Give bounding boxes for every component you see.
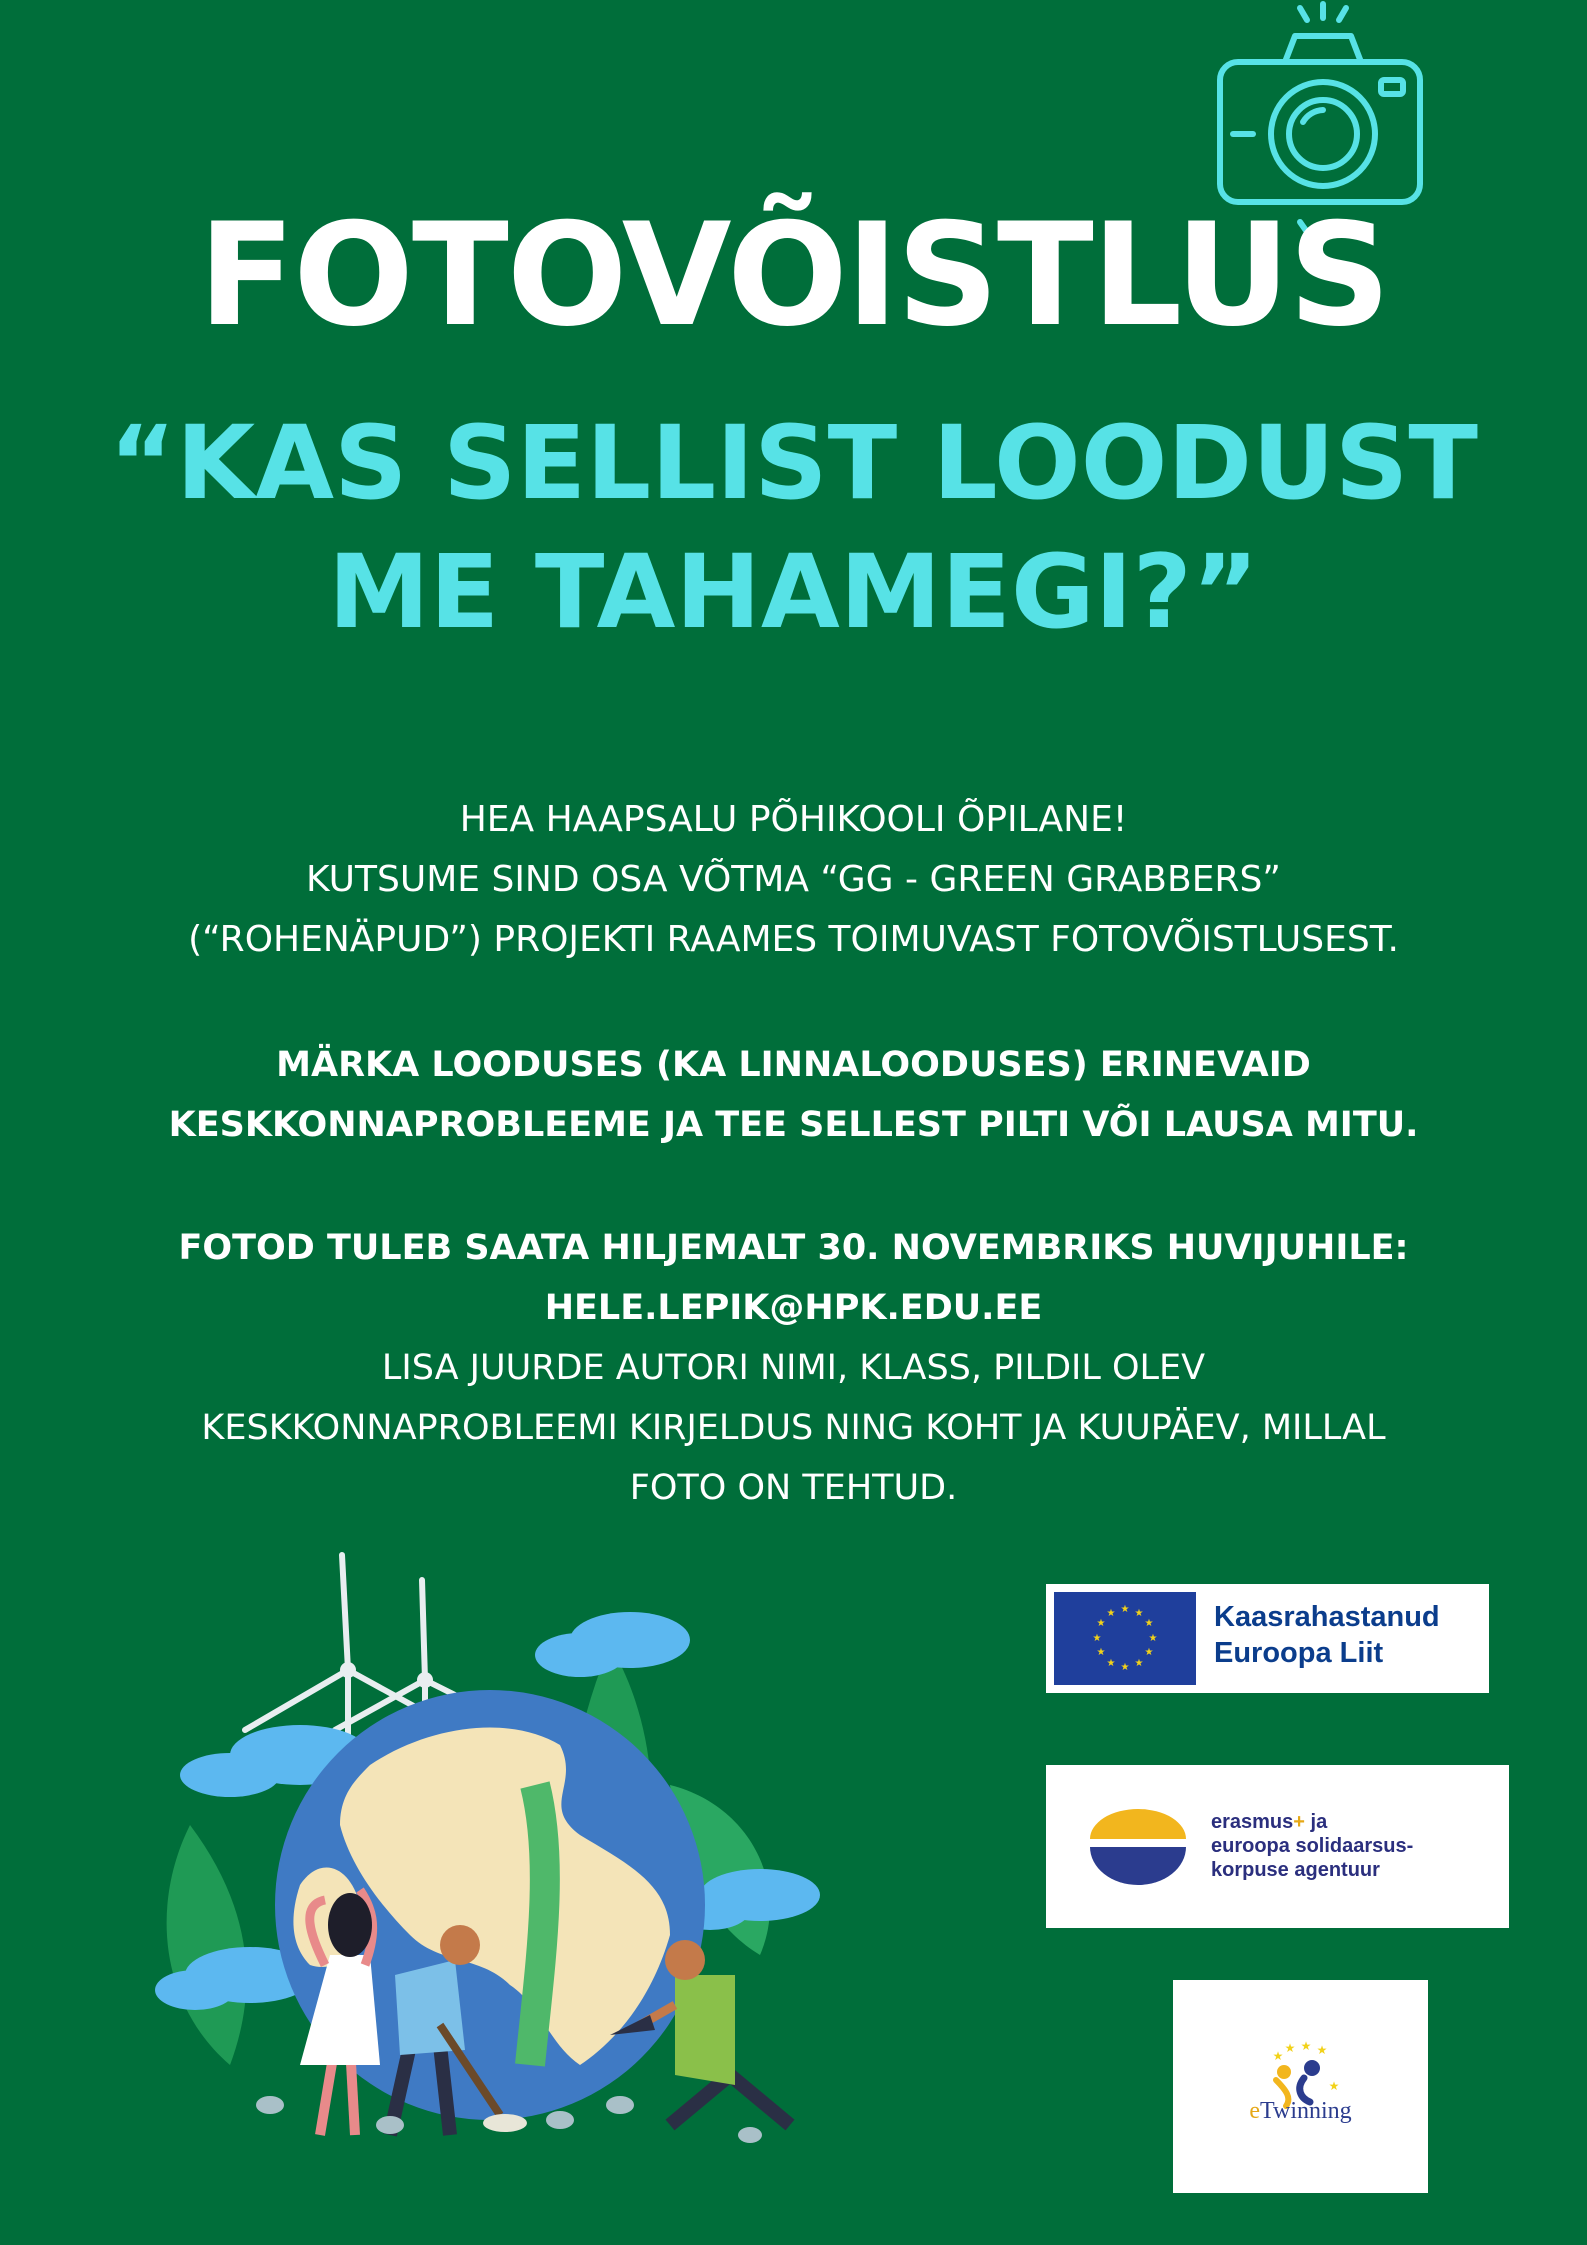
svg-text:★: ★ [1092,1633,1102,1644]
svg-text:★: ★ [1328,2079,1340,2093]
intro-line: HEA HAAPSALU PÕHIKOOLI ÕPILANE! [459,799,1128,840]
erasmus-word: erasmus [1211,1811,1294,1833]
svg-text:★: ★ [1144,1647,1154,1658]
svg-text:★: ★ [1120,1604,1130,1615]
svg-text:★: ★ [1316,2043,1328,2057]
svg-text:★: ★ [1106,1608,1116,1619]
svg-text:★: ★ [1300,2040,1312,2053]
svg-text:★: ★ [1284,2041,1296,2055]
etwinning-logo [1173,1980,1428,2193]
eu-funding-logo [1046,1584,1489,1693]
erasmus-logo-icon [1088,1807,1188,1887]
erasmus-logo-line: euroopa solidaarsus- [1211,1835,1414,1857]
task-line: MÄRKA LOODUSES (KA LINNALOODUSES) ERINEVAID [276,1045,1311,1085]
deadline-line: FOTOD TULEB SAATA HILJEMALT 30. NOVEMBRIKS HUVIJUHILE: [178,1228,1409,1268]
svg-text:★: ★ [1144,1618,1154,1629]
subtitle-line: “KAS SELLIST LOODUST [109,404,1478,523]
svg-text:★: ★ [1134,1658,1144,1669]
svg-text:★: ★ [1096,1618,1106,1629]
submission-line: LISA JUURDE AUTORI NIMI, KLASS, PILDIL OLEV [381,1348,1206,1388]
task-line: KESKKONNAPROBLEEME JA TEE SELLEST PILTI VÕI LAUSA MITU. [168,1105,1419,1145]
earth-illustration [110,1505,870,2145]
svg-text:★: ★ [1148,1633,1158,1644]
intro-line: (“ROHENÄPUD”) PROJEKTI RAAMES TOIMUVAST FOTOVÕISTLUSEST. [188,919,1399,960]
svg-text:★: ★ [1272,2049,1284,2063]
svg-text:★: ★ [1106,1658,1116,1669]
submission-paragraph [40,1218,1547,1518]
eu-flag-icon [1054,1592,1196,1685]
poster-title: FOTOVÕISTLUS [198,193,1389,358]
submission-line: FOTO ON TEHTUD. [629,1468,958,1508]
eu-logo-line: Kaasrahastanud [1214,1601,1440,1633]
erasmus-agency-logo [1046,1765,1509,1928]
svg-text:★: ★ [1120,1662,1130,1673]
poster-subtitle [0,400,1587,657]
email-address[interactable]: HELE.LEPIK@HPK.EDU.EE [544,1288,1043,1328]
intro-line: KUTSUME SIND OSA VÕTMA “GG - GREEN GRABBERS” [306,859,1281,900]
erasmus-logo-line: korpuse agentuur [1211,1859,1380,1881]
etwinning-word: Twinning [1260,2098,1352,2124]
etwinning-e: e [1249,2098,1260,2124]
erasmus-logo-line [1211,1810,1413,1834]
submission-line: KESKKONNAPROBLEEMI KIRJELDUS NING KOHT JA KUUPÄEV, MILLAL [201,1408,1386,1448]
eu-logo-line: Euroopa Liit [1214,1637,1384,1669]
svg-text:★: ★ [1096,1647,1106,1658]
erasmus-logo-text [1211,1810,1413,1882]
etwinning-logo-text [1173,2098,1428,2125]
task-paragraph [40,1035,1547,1155]
eu-logo-text [1214,1599,1440,1671]
svg-text:★: ★ [1134,1608,1144,1619]
erasmus-word-end: ja [1304,1811,1328,1833]
erasmus-plus: + [1293,1811,1305,1833]
subtitle-line: ME TAHAMEGI?” [328,532,1259,652]
intro-paragraph [40,790,1547,970]
